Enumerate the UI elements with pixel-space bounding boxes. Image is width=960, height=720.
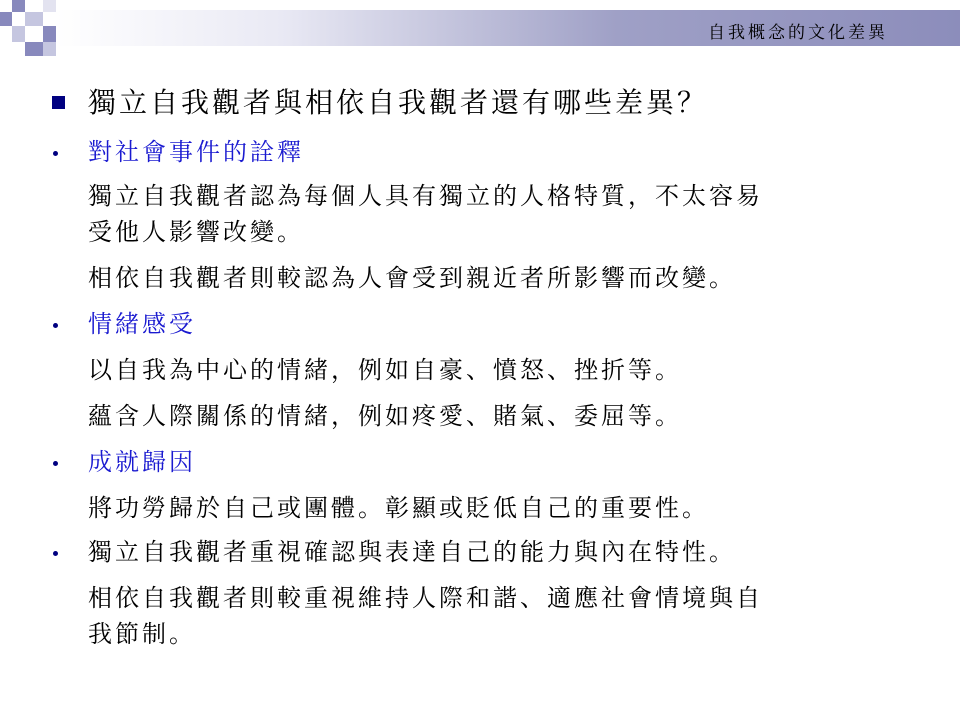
dot-bullet-icon [53,323,58,328]
section-line: 獨立自我觀者認為每個人具有獨立的人格特質，不太容易 [88,182,763,210]
dot-bullet-icon [53,461,58,466]
section-heading: 情緒感受 [50,304,910,344]
deco-square [12,12,25,26]
section-line: 相依自我觀者則較認為人會受到親近者所影響而改變。 [88,264,736,292]
section-line: 受他人影響改變。 [88,218,304,246]
header-decoration [0,0,960,60]
deco-square [25,42,43,56]
main-point [50,80,910,126]
deco-square [43,42,56,56]
section-heading: 獨立自我觀者重視確認與表達自己的能力與內在特性。 [50,532,910,572]
slide-title: 自我概念的文化差異 [708,23,888,43]
section-line: 以自我為中心的情緒，例如自豪、憤怒、挫折等。 [88,356,682,384]
section-line: 蘊含人際關係的情緒，例如疼愛、賭氣、委屈等。 [88,402,682,430]
slide-content [50,80,910,652]
dot-bullet-icon [53,551,58,556]
dot-bullet-icon [53,151,58,156]
deco-square [25,26,43,42]
deco-square [43,26,56,42]
section-heading: 對社會事件的詮釋 [50,132,910,172]
section-line: 我節制。 [88,620,196,648]
main-point-text: 獨立自我觀者與相依自我觀者還有哪些差異？ [88,86,709,119]
square-bullet-icon [52,96,65,109]
deco-square [0,12,12,26]
deco-square [12,0,25,12]
deco-square [12,26,25,42]
section-line: 相依自我觀者則較重視維持人際和諧、適應社會情境與自 [88,584,763,612]
section-line: 將功勞歸於自己或團體。彰顯或貶低自己的重要性。 [88,494,709,522]
section-heading: 成就歸因 [50,442,910,482]
deco-square [43,0,56,12]
deco-square [25,12,43,26]
